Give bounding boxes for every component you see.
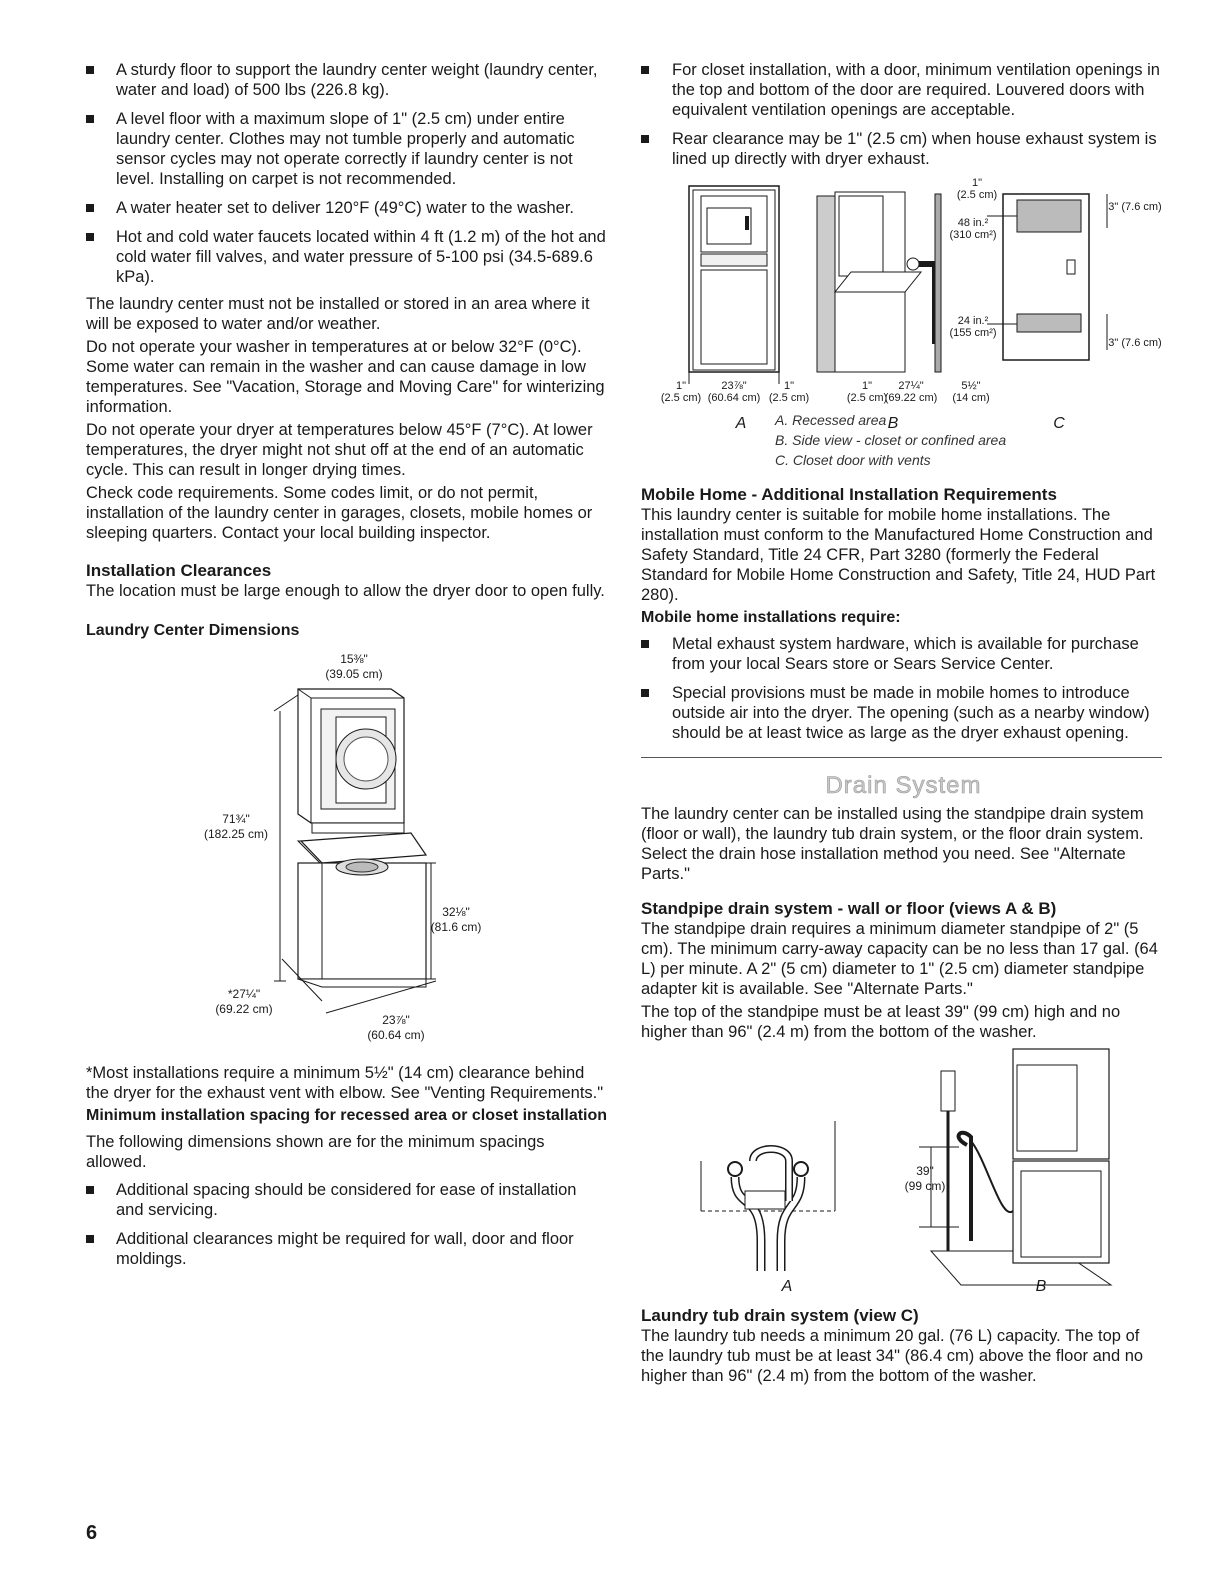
list-item: Additional spacing should be considered for ease of installation and servicing. xyxy=(86,1180,608,1220)
closet-gap-in: 1" xyxy=(861,380,873,392)
list-item: A water heater set to deliver 120°F (49°C) water to the washer. xyxy=(86,198,608,218)
mobile-home-subheading: Mobile home installations require: xyxy=(641,609,901,626)
spacing-text: The following dimensions shown are for the minimum spacings allowed. xyxy=(86,1133,545,1171)
closet-top-gap-in: 1" xyxy=(971,177,983,189)
top-dimension-in: 15⅜" xyxy=(340,652,368,666)
recessed-width-cm: (60.64 cm) xyxy=(707,392,761,404)
list-item: Rear clearance may be 1" (2.5 cm) when house exhaust system is lined up directly with dryer exhaust. xyxy=(641,129,1166,169)
bullet-square-icon xyxy=(641,640,649,648)
standpipe-height-in: 39" xyxy=(916,1164,934,1178)
vent-top-area-cm: (310 cm²) xyxy=(949,229,997,241)
caption-a: A. Recessed area xyxy=(775,412,887,428)
recessed-side2-gap-in: 1" xyxy=(783,380,795,392)
depth-dimension-in: *27¼" xyxy=(227,987,261,1001)
mobile-home-heading: Mobile Home - Additional Installation Requirements xyxy=(641,485,1057,504)
caption-b: B. Side view - closet or confined area xyxy=(775,432,1007,448)
top-dimension-cm: (39.05 cm) xyxy=(325,667,383,681)
door-vent-top-gap: 3" (7.6 cm) xyxy=(1108,201,1162,213)
bullet-square-icon xyxy=(641,66,649,74)
figure-label-c: C xyxy=(1053,415,1065,432)
list-item: Additional clearances might be required for wall, door and floor moldings. xyxy=(86,1229,608,1269)
bullet-square-icon xyxy=(86,115,94,123)
list-item: Special provisions must be made in mobile homes to introduce outside air into the dryer. The opening (such as a nearby window) should be at least twice as large as the dryer exhaust opening. xyxy=(641,683,1166,743)
dryer-unit xyxy=(298,689,404,833)
list-item: Metal exhaust system hardware, which is available for purchase from your local Sears store or Sears Service Center. xyxy=(641,634,1166,674)
width-dimension-in: 23⅞" xyxy=(382,1013,410,1027)
closet-depth-cm: (69.22 cm) xyxy=(884,392,938,404)
spacing-heading: Minimum installation spacing for recessed area or closet installation xyxy=(86,1107,608,1124)
floor-standpipe-drawing xyxy=(919,1049,1111,1285)
door-vent-bottom-gap: 3" (7.6 cm) xyxy=(1108,337,1162,349)
closet-depth-in: 27¼" xyxy=(898,380,924,392)
bullet-square-icon xyxy=(86,204,94,212)
width-dimension-cm: (60.64 cm) xyxy=(367,1028,425,1042)
recessed-side-gap-cm: (2.5 cm) xyxy=(660,392,702,404)
bullet-square-icon xyxy=(86,1235,94,1243)
closet-gap-cm: (2.5 cm) xyxy=(846,392,888,404)
footnote: *Most installations require a minimum 5½" (14 cm) clearance behind the dryer for the exhaust vent with elbow. See "Venting Requirements." xyxy=(86,1064,604,1102)
washer-unit xyxy=(298,833,426,987)
standpipe-height-cm: (99 cm) xyxy=(904,1179,946,1193)
laundry-tub-heading: Laundry tub drain system (view C) xyxy=(641,1306,919,1325)
closet-side-view-drawing xyxy=(817,192,941,372)
clearances-text: The location must be large enough to allow the dryer door to open fully. xyxy=(86,582,605,600)
page-number: 6 xyxy=(86,1522,98,1544)
list-item: Hot and cold water faucets located within 4 ft (1.2 m) of the hot and cold water fill valves, and water pressure of 5-100 psi (34.5-689.6 kPa). xyxy=(86,227,608,287)
standpipe-drain-figure xyxy=(641,1041,1166,1295)
washer-height-cm: (81.6 cm) xyxy=(430,920,482,934)
closet-top-gap-cm: (2.5 cm) xyxy=(956,189,998,201)
list-item: For closet installation, with a door, minimum ventilation openings in the top and bottom of the door are required. Louvered doors with equivalent ventilation openings are acceptable. xyxy=(641,60,1166,120)
standpipe-text: The standpipe drain requires a minimum diameter standpipe of 2" (5 cm). The minimum carry-away capacity can be no less than 17 gal. (64 L) per minute. A 2" (5 cm) diameter to 1" (2.5 cm) diameter standpipe adapter kit is available. See "Alternate Parts." xyxy=(641,920,1158,998)
drain-figure-label-a: A xyxy=(781,1278,793,1295)
section-divider xyxy=(641,757,1162,758)
bullet-square-icon xyxy=(641,689,649,697)
drain-system-text: The laundry center can be installed using the standpipe drain system (floor or wall), the laundry tub drain system, or the floor drain system. Select the drain hose installation method you need. See "Alternate Parts." xyxy=(641,805,1144,883)
standpipe-heading: Standpipe drain system - wall or floor (views A & B) xyxy=(641,899,1057,918)
list-item: A level floor with a maximum slope of 1" (2.5 cm) under entire laundry center. Clothes may not tumble properly and automatic sensor cycles may not operate correctly if laundry center is not level. Installing on carpet is not recommended. xyxy=(86,109,608,189)
dimensions-heading: Laundry Center Dimensions xyxy=(86,622,300,639)
drain-figure-label-b: B xyxy=(1035,1278,1047,1295)
right-column xyxy=(641,60,1166,1389)
left-column xyxy=(86,60,608,1278)
closet-rear-clearance-cm: (14 cm) xyxy=(952,392,990,404)
code-requirements-paragraph: Check code requirements. Some codes limit, or do not permit, installation of the laundry center in garages, closets, mobile homes or sleeping quarters. Contact your local building inspector. xyxy=(86,484,593,542)
depth-dimension-cm: (69.22 cm) xyxy=(215,1002,273,1016)
recessed-area-drawing xyxy=(689,186,779,384)
list-item: A sturdy floor to support the laundry center weight (laundry center, water and load) of 500 lbs (226.8 kg). xyxy=(86,60,608,100)
bullet-square-icon xyxy=(86,233,94,241)
closet-rear-clearance-in: 5½" xyxy=(961,380,981,392)
closet-door-drawing xyxy=(987,194,1107,360)
laundry-tub-text: The laundry tub needs a minimum 20 gal. (76 L) capacity. The top of the laundry tub must be at least 34" (86.4 cm) above the floor and no higher than 96" (2.4 m) from the bottom of the washer. xyxy=(641,1327,1144,1385)
bullet-square-icon xyxy=(641,135,649,143)
washer-height-in: 32⅛" xyxy=(442,905,470,919)
vent-bottom-area-in: 24 in.² xyxy=(957,315,989,327)
recessed-side2-gap-cm: (2.5 cm) xyxy=(768,392,810,404)
drain-system-title: Drain System xyxy=(825,772,982,799)
vent-bottom-area-cm: (155 cm²) xyxy=(949,327,997,339)
wall-standpipe-drawing xyxy=(701,1121,835,1271)
height-dimension-in: 71¾" xyxy=(222,812,250,826)
weather-paragraph: The laundry center must not be installed or stored in an area where it will be exposed to water and/or weather. xyxy=(86,295,590,333)
recessed-width-in: 23⅞" xyxy=(721,380,747,392)
recessed-side-gap-in: 1" xyxy=(675,380,687,392)
washer-temperature-paragraph: Do not operate your washer in temperatures at or below 32°F (0°C). Some water can remain in the washer and can cause damage in low temperatures. See "Vacation, Storage and Moving Care" for winterizing information. xyxy=(86,338,605,416)
figure-captions xyxy=(775,410,1166,470)
dryer-temperature-paragraph: Do not operate your dryer at temperatures below 45°F (7°C). At lower temperatures, the dryer might not shut off at the end of an automatic cycle. This can result in longer drying times. xyxy=(86,421,593,479)
height-dimension-cm: (182.25 cm) xyxy=(203,827,269,841)
mobile-home-text: This laundry center is suitable for mobile home installations. The installation must conform to the Manufactured Home Construction and Safety Standard, Title 24 CFR, Part 3280 (formerly the Federal Standard for Mobile Home Construction and Safety, Title 24, HUD Part 280). xyxy=(641,506,1156,604)
bullet-square-icon xyxy=(86,1186,94,1194)
laundry-center-dimensions-figure xyxy=(86,641,608,1069)
figure-label-b: B xyxy=(887,415,899,432)
clearances-heading: Installation Clearances xyxy=(86,561,272,580)
standpipe-height-text: The top of the standpipe must be at least 39" (99 cm) high and no higher than 96" (2.4 m) from the bottom of the washer. xyxy=(641,1003,1121,1041)
vent-top-area-in: 48 in.² xyxy=(957,217,989,229)
bullet-square-icon xyxy=(86,66,94,74)
caption-c: C. Closet door with vents xyxy=(775,452,931,468)
figure-label-a: A xyxy=(735,415,747,432)
